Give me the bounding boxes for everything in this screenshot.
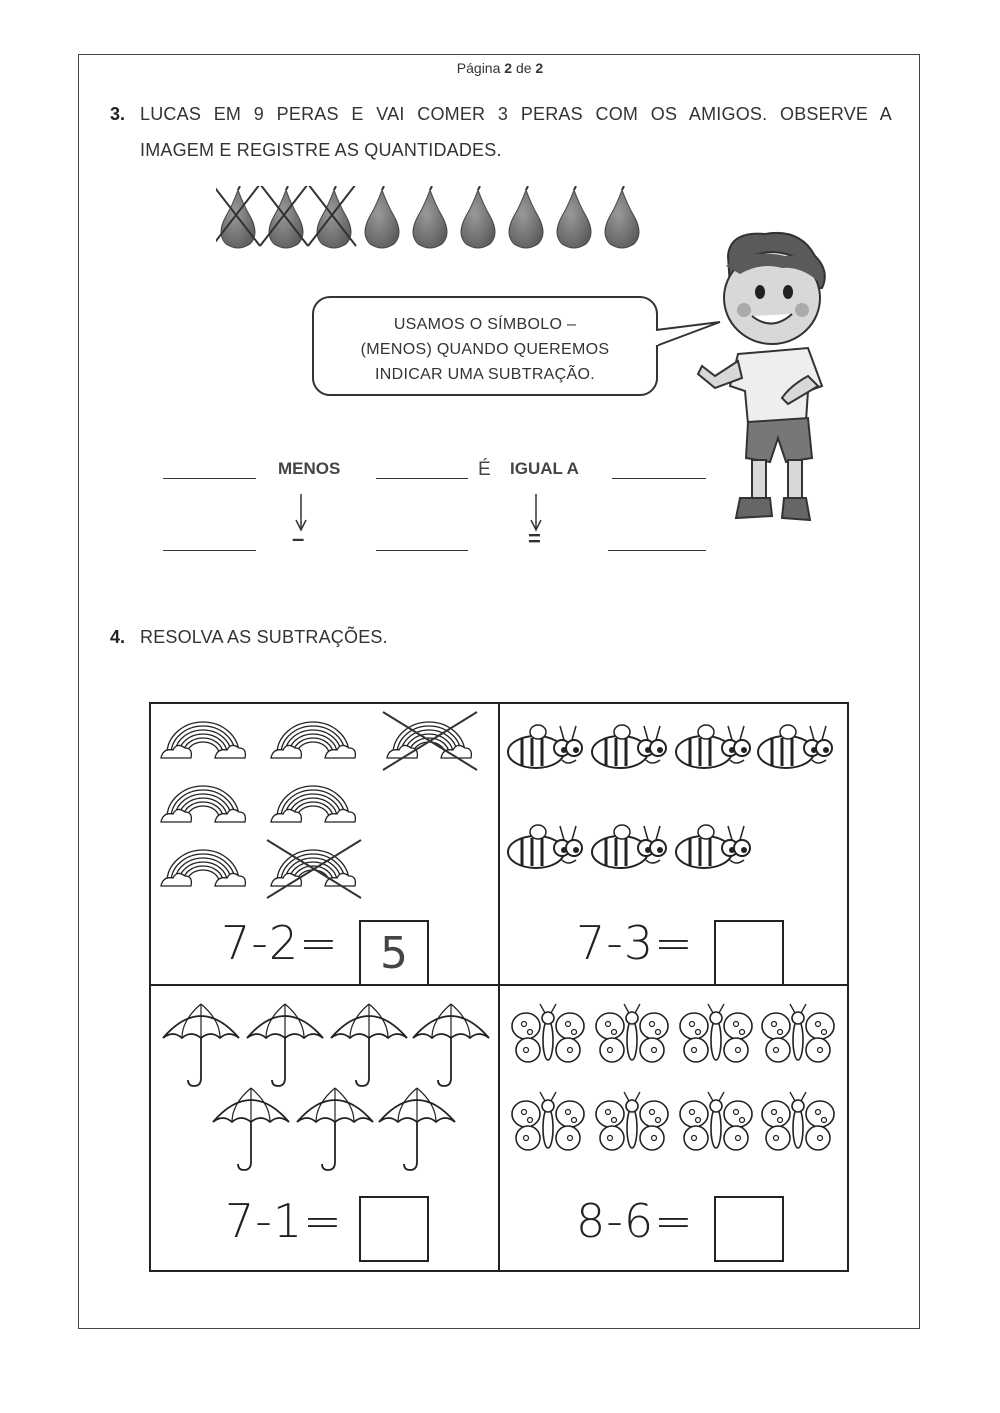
pears-row xyxy=(216,186,646,256)
subtraction-grid xyxy=(149,702,849,1272)
umbrella-icon xyxy=(413,1004,489,1086)
answer-line-result[interactable] xyxy=(612,478,706,479)
speech-line-2: (MENOS) QUANDO QUEREMOS xyxy=(360,341,610,358)
cell-butterflies xyxy=(498,984,849,1272)
page-number: Página 2 de 2 xyxy=(456,60,544,76)
word-equals: IGUAL A xyxy=(510,459,579,478)
rainbow-icon xyxy=(161,850,245,886)
question-3-text-line1: LUCAS EM 9 PERAS E VAI COMER 3 PERAS COM OS AMIGOS. OBSERVE A xyxy=(140,104,892,124)
equation-4: 8-6= xyxy=(576,1194,694,1248)
question-3-text-line2: IMAGEM E REGISTRE AS QUANTIDADES. xyxy=(140,140,502,160)
butterfly-icon xyxy=(596,1092,668,1150)
question-4-number: 4. xyxy=(110,627,126,647)
umbrella-icon xyxy=(297,1088,373,1170)
umbrella-icon xyxy=(379,1088,455,1170)
butterfly-icon xyxy=(596,1004,668,1062)
cell-umbrellas xyxy=(149,984,500,1272)
rainbow-icon xyxy=(383,712,477,770)
word-equals-accent: É xyxy=(478,459,491,480)
umbrella-icon-group xyxy=(151,986,498,1186)
cell-bees xyxy=(498,702,849,986)
bee-icon xyxy=(592,725,666,768)
equation-3: 7-1= xyxy=(225,1194,343,1248)
answer-box-3[interactable] xyxy=(359,1196,429,1262)
answer-line-number-2[interactable] xyxy=(376,550,468,551)
umbrella-icon xyxy=(247,1004,323,1086)
bee-icon-group xyxy=(500,704,847,904)
rainbow-icon xyxy=(161,722,245,758)
equation-2: 7-3= xyxy=(576,916,694,970)
pear-icon xyxy=(605,186,639,248)
umbrella-icon xyxy=(213,1088,289,1170)
pear-icon xyxy=(260,186,308,248)
boy-illustration xyxy=(690,226,860,536)
minus-symbol: – xyxy=(292,526,305,551)
rainbow-icon xyxy=(271,786,355,822)
equals-symbol: = xyxy=(528,526,541,551)
umbrella-icon xyxy=(163,1004,239,1086)
butterfly-icon xyxy=(512,1004,584,1062)
speech-line-3: INDICAR UMA SUBTRAÇÃO. xyxy=(375,366,595,383)
pear-icon xyxy=(308,186,356,248)
bee-icon xyxy=(676,825,750,868)
bee-icon xyxy=(508,725,582,768)
pear-icon xyxy=(509,186,543,248)
bee-icon xyxy=(676,725,750,768)
answer-box-4[interactable] xyxy=(714,1196,784,1262)
butterfly-icon xyxy=(680,1004,752,1062)
answer-value-1: 5 xyxy=(380,928,408,979)
speech-bubble xyxy=(312,296,658,396)
answer-box-1[interactable] xyxy=(359,920,429,986)
rainbow-icon-group xyxy=(151,704,498,904)
speech-line-1: USAMOS O SÍMBOLO – xyxy=(393,316,577,333)
pear-icon xyxy=(365,186,399,248)
cell-rainbows xyxy=(149,702,500,986)
pear-icon xyxy=(461,186,495,248)
word-minus: MENOS xyxy=(278,459,341,478)
question-4-text: RESOLVA AS SUBTRAÇÕES. xyxy=(140,627,388,647)
question-3-number: 3. xyxy=(110,104,126,124)
equation-1: 7-2= xyxy=(221,916,339,970)
rainbow-icon xyxy=(161,786,245,822)
bee-icon xyxy=(508,825,582,868)
rainbow-icon xyxy=(271,722,355,758)
answer-line-number-3[interactable] xyxy=(608,550,706,551)
rainbow-icon xyxy=(267,840,361,898)
answer-line-number-1[interactable] xyxy=(163,550,256,551)
pear-icon xyxy=(557,186,591,248)
pear-icon xyxy=(413,186,447,248)
bee-icon xyxy=(592,825,666,868)
pear-icon xyxy=(216,186,260,248)
butterfly-icon xyxy=(512,1092,584,1150)
answer-line-total[interactable] xyxy=(163,478,256,479)
umbrella-icon xyxy=(331,1004,407,1086)
answer-box-2[interactable] xyxy=(714,920,784,986)
butterfly-icon xyxy=(762,1092,834,1150)
butterfly-icon xyxy=(680,1092,752,1150)
butterfly-icon-group xyxy=(500,986,847,1186)
answer-line-subtracted[interactable] xyxy=(376,478,468,479)
butterfly-icon xyxy=(762,1004,834,1062)
bee-icon xyxy=(758,725,832,768)
